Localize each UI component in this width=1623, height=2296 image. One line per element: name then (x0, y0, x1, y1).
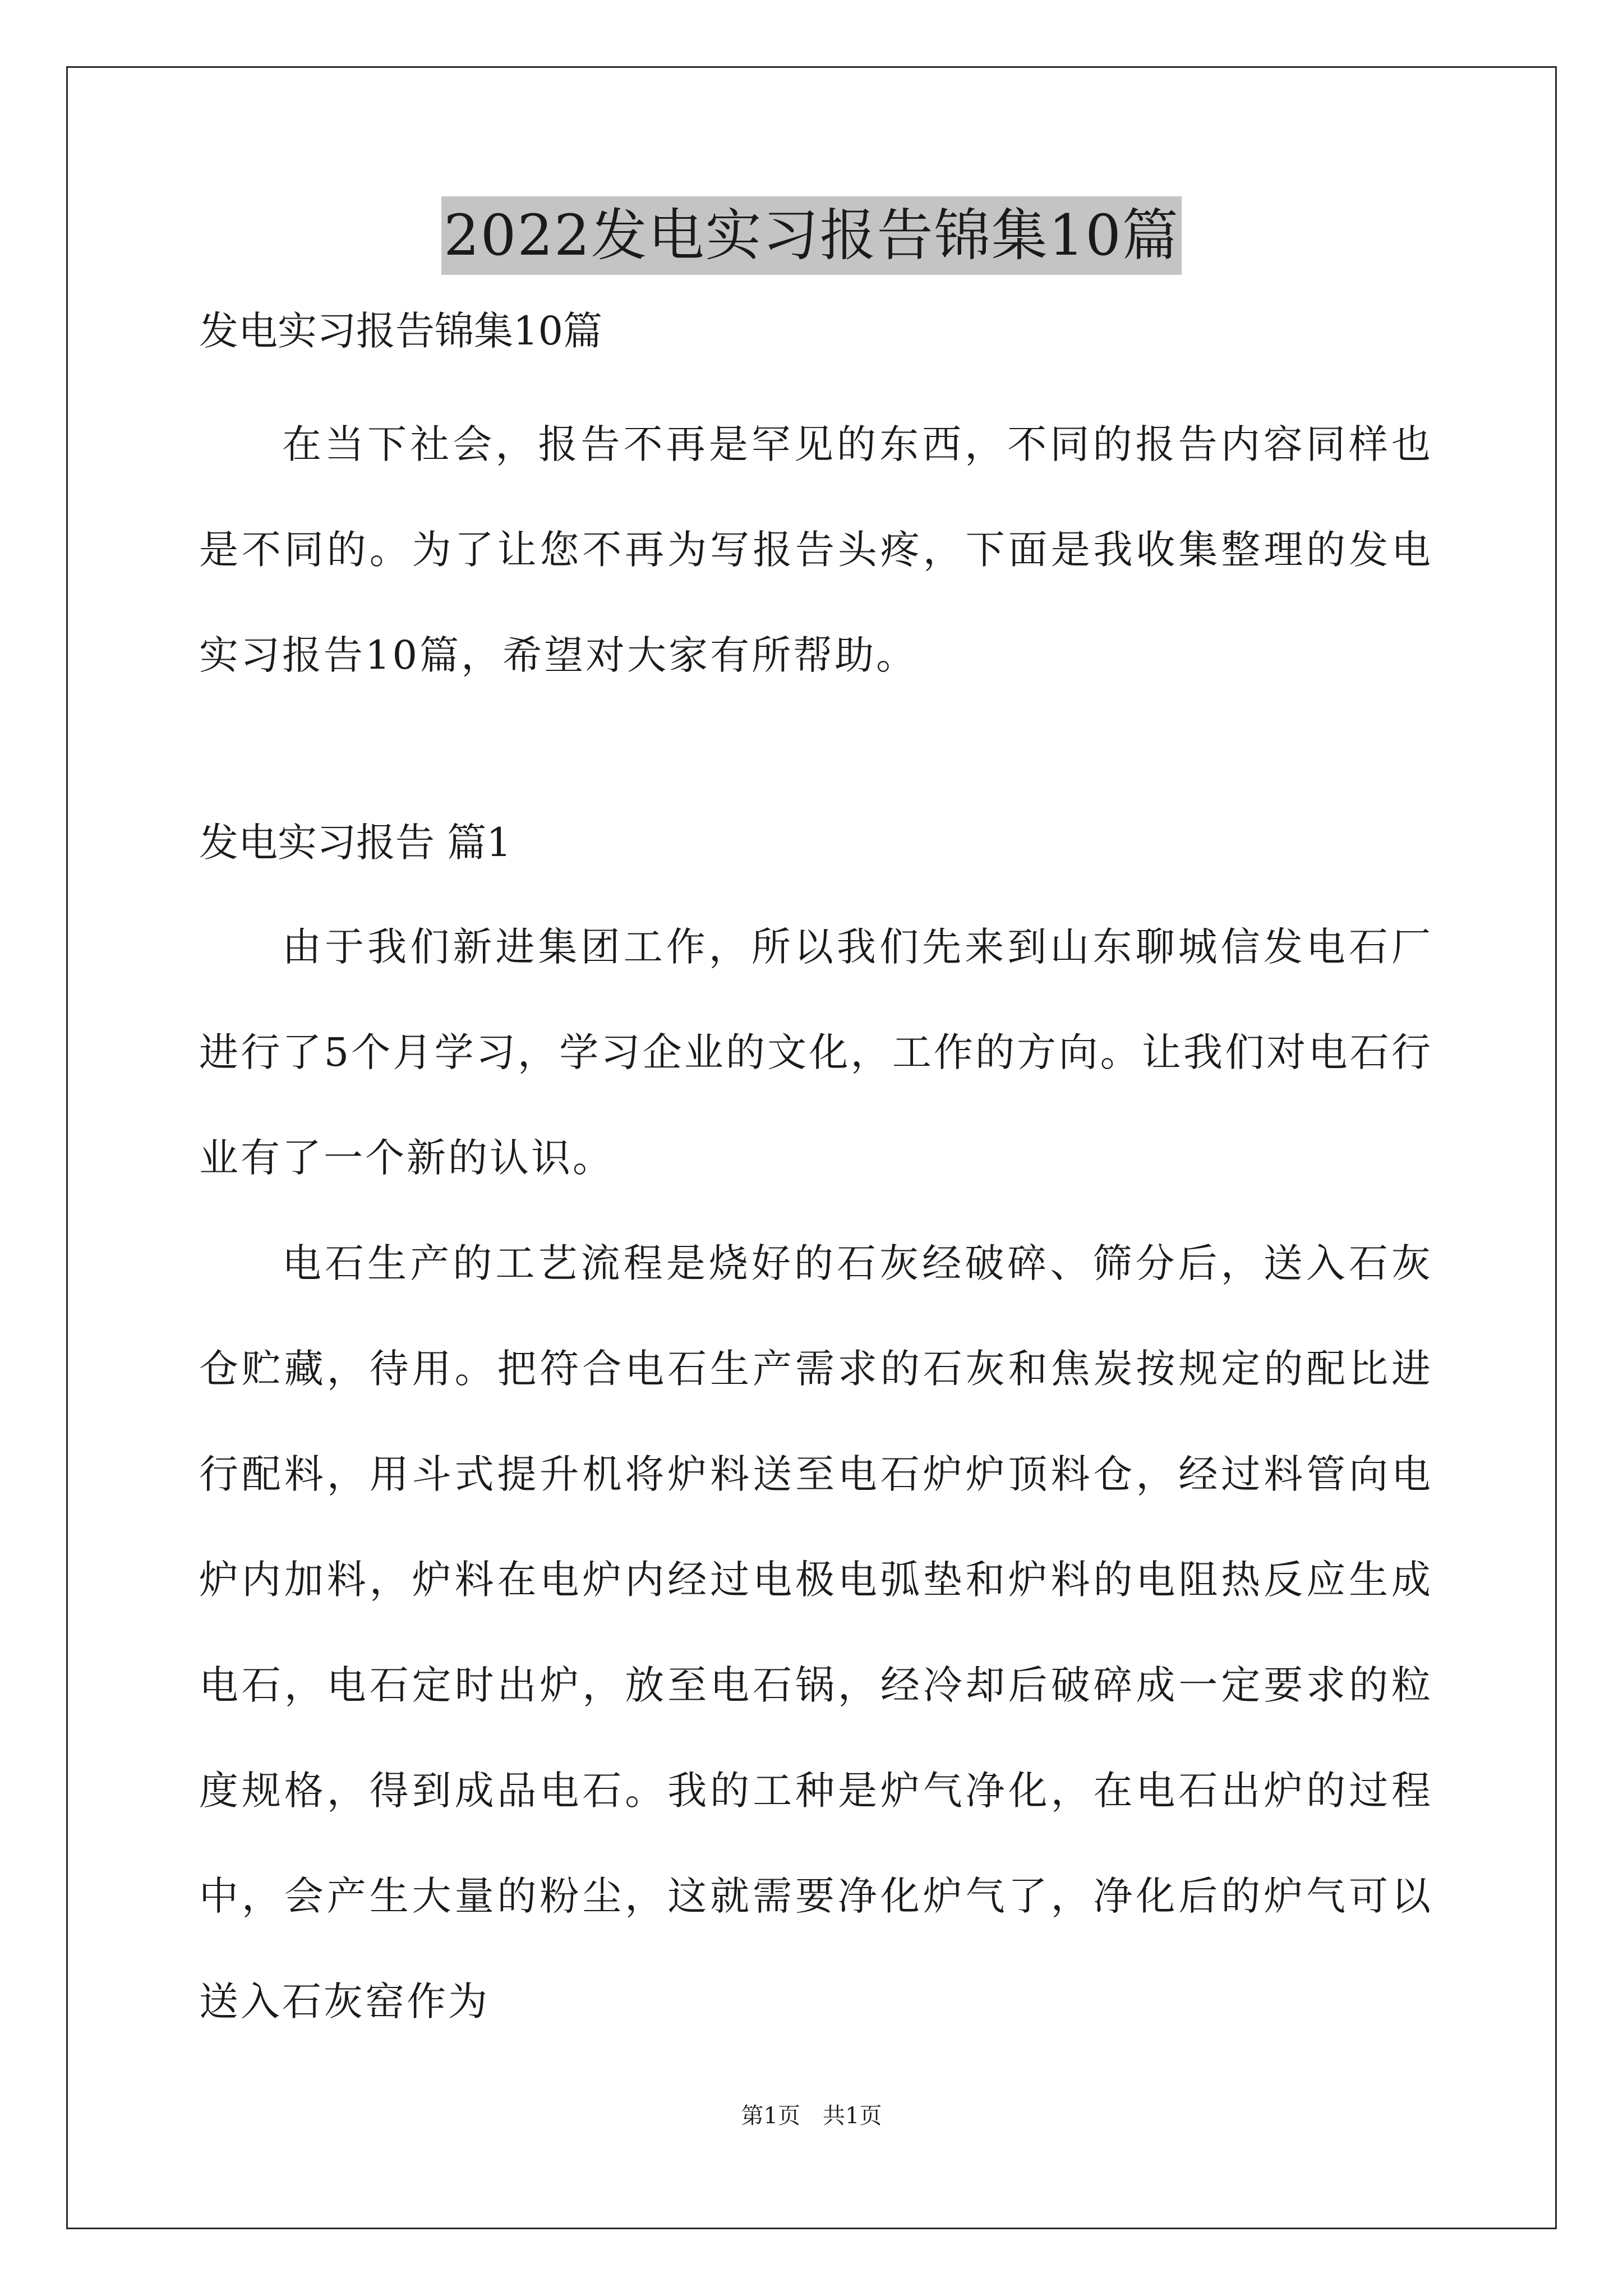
document-subtitle: 发电实习报告锦集10篇 (199, 308, 603, 354)
section-spacer (199, 708, 1433, 815)
intro-paragraph: 在当下社会，报告不再是罕见的东西，不同的报告内容同样也是不同的。为了让您不再为写报告头疼，下面是我收集整理的发电实习报告10篇，希望对大家有所帮助。 (199, 421, 1433, 678)
section-heading: 发电实习报告 篇1 (199, 820, 511, 866)
document-body (199, 303, 1433, 2054)
body-paragraph: 电石生产的工艺流程是烧好的石灰经破碎、筛分后，送入石灰仓贮藏，待用。把符合电石生产需求的石灰和焦炭按规定的配比进行配料，用斗式提升机将炉料送至电石炉炉顶料仓，经过料管向电炉内加料，炉料在电炉内经过电极电弧垫和炉料的电阻热反应生成电石，电石定时出炉，放至电石锅，经冷却后破碎成一定要求的粒度规格，得到成品电石。我的工种是炉气净化，在电石出炉的过程中，会产生大量的粉尘，这就需要净化炉气了，净化后的炉气可以送入石灰窑作为 (199, 1240, 1433, 2024)
body-paragraph: 由于我们新进集团工作，所以我们先来到山东聊城信发电石厂进行了5个月学习，学习企业的文化，工作的方向。让我们对电石行业有了一个新的认识。 (199, 924, 1433, 1181)
document-title: 2022发电实习报告锦集10篇 (441, 196, 1182, 275)
page-number-footer: 第1页 共1页 (741, 2103, 882, 2129)
title-container (0, 196, 1623, 275)
